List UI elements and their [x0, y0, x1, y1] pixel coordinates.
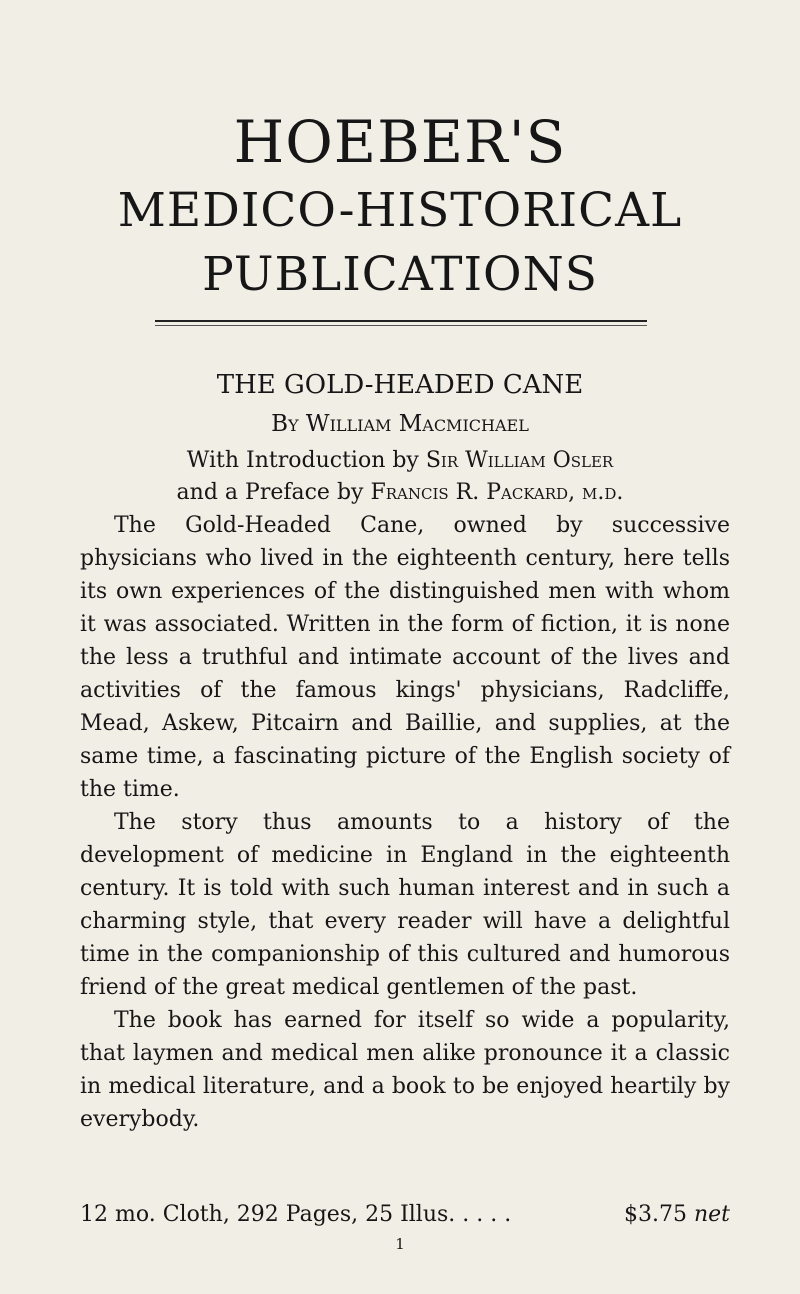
- publisher-heading: [0, 105, 800, 307]
- book-byline: By William Macmichael: [271, 411, 529, 437]
- book-details: 12 mo. Cloth, 292 Pages, 25 Illus. . . . .: [80, 1202, 512, 1227]
- book-credits: [0, 445, 800, 509]
- price-suffix: net: [693, 1202, 730, 1227]
- book-price-group: [624, 1198, 730, 1231]
- introduction-author: Sir William Osler: [425, 448, 614, 473]
- description-paragraph: The story thus amounts to a history of the development of medicine in England in the eighteenth century. It is told with such human interest and in such a charming style, that every reader will have a delightful time in the companionship of this cultured and humorous friend of the great medical gentlemen of the past.: [80, 810, 730, 1000]
- heading-publisher-name: HOEBER'S: [233, 108, 567, 176]
- introduction-prefix: With Introduction by: [186, 448, 426, 473]
- preface-credit: [0, 477, 800, 509]
- heading-publications: PUBLICATIONS: [202, 247, 598, 302]
- book-title: THE GOLD-HEADED CANE: [216, 370, 584, 400]
- section-divider: [155, 320, 647, 322]
- description-paragraph: The Gold-Headed Cane, owned by successive physicians who lived in the eighteenth century, here tells its own experiences of the distinguished men with whom it was associated. Written in the form of fiction, it is none the less a truthful and intimate account of the lives and activities of the famous kings' physicians, Radcliffe, Mead, Askew, Pitcairn and Baillie, and supplies, at the same time, a fascinating picture of the English society of the time.: [80, 513, 730, 802]
- preface-author: Francis R. Packard, m.d.: [370, 480, 624, 505]
- preface-prefix: and a Preface by: [176, 480, 371, 505]
- page-number: 1: [395, 1235, 405, 1253]
- introduction-credit: [0, 445, 800, 477]
- heading-series-name: MEDICO-HISTORICAL: [117, 183, 683, 238]
- description-paragraph: The book has earned for itself so wide a popularity, that laymen and medical men alike pronounce it a classic in medical literature, and a book to be enjoyed heartily by everybody.: [80, 1008, 730, 1132]
- book-pricing-line: [80, 1198, 730, 1231]
- book-price: $3.75: [623, 1202, 687, 1227]
- book-description: [80, 509, 730, 1136]
